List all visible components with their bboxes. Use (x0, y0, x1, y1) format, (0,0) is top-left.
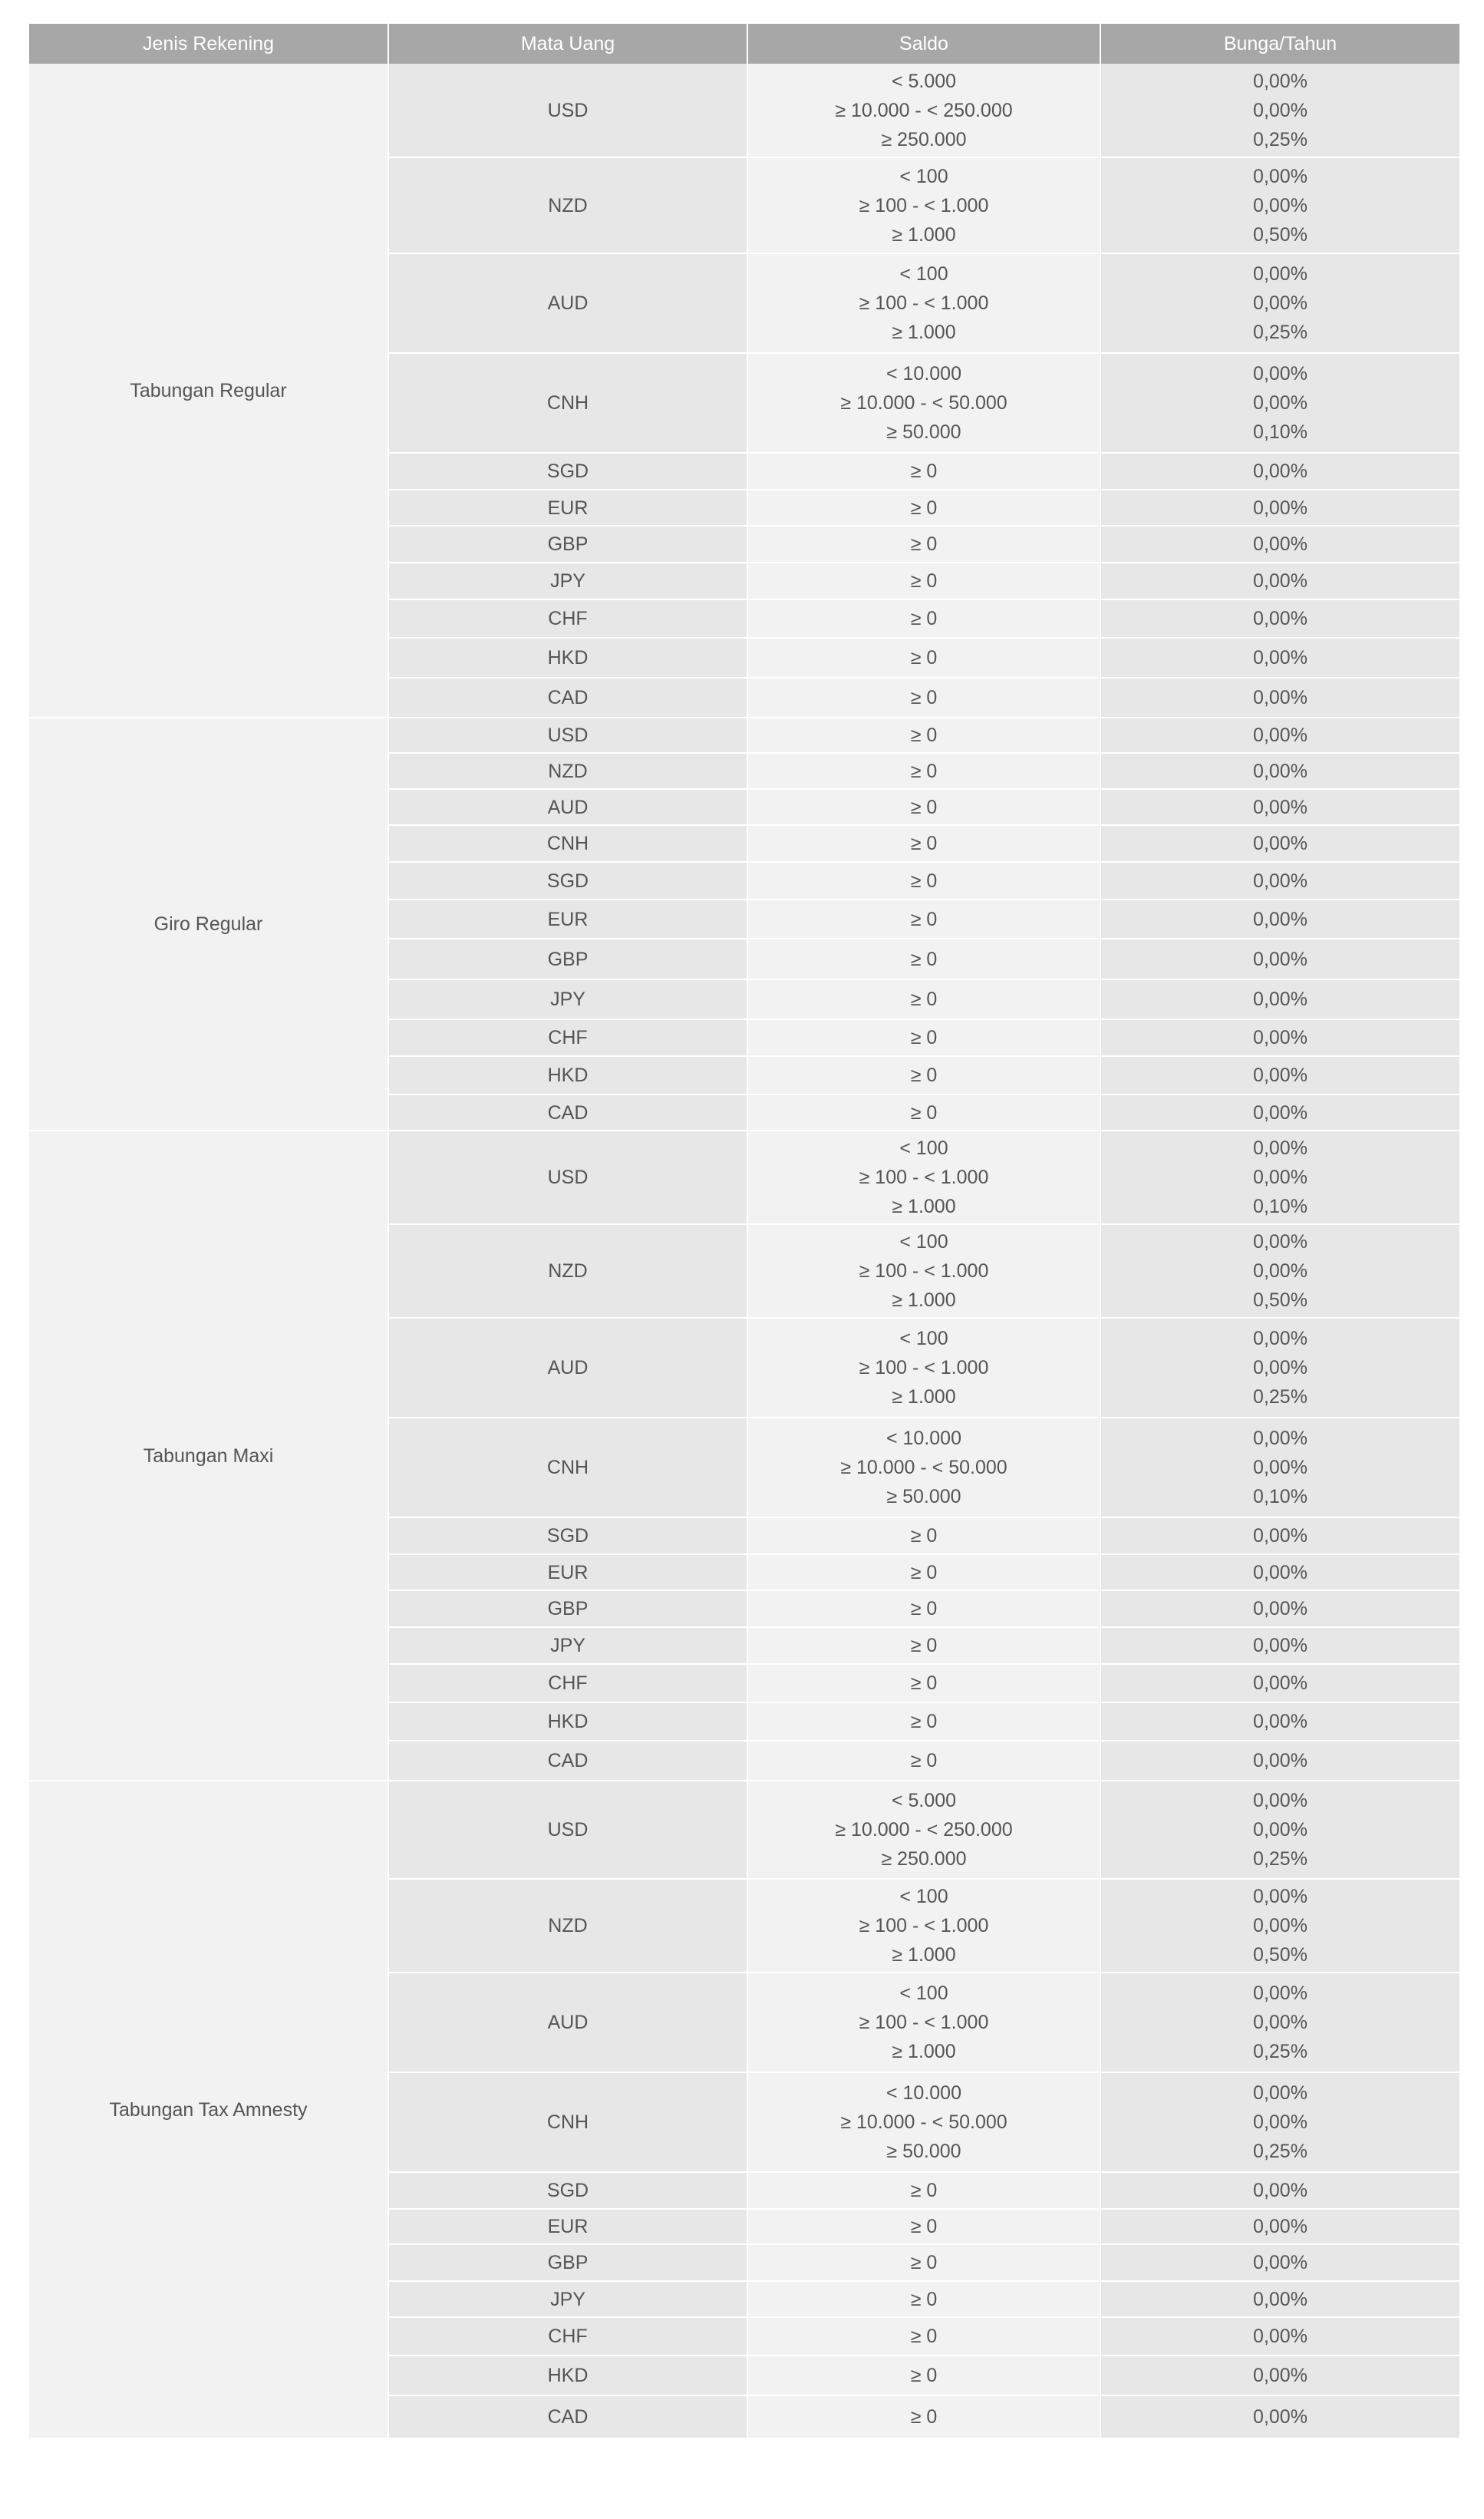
interest-rate-text: 0,25% (1253, 322, 1308, 343)
balance-cell (747, 1131, 1100, 1224)
currency-cell: CAD (388, 1094, 747, 1131)
account-type-cell: Giro Regular (29, 718, 388, 1131)
interest-rate-text: 0,00% (1253, 687, 1308, 708)
balance-cell (747, 253, 1100, 353)
balance-tier-text: ≥ 0 (910, 989, 938, 1010)
table-row (29, 1781, 1459, 1879)
balance-tier-text: ≥ 0 (910, 2406, 938, 2428)
balance-tier-text: ≥ 10.000 - < 50.000 (840, 392, 1007, 414)
balance-tier-text: ≥ 0 (910, 647, 938, 669)
currency-cell: GBP (388, 939, 747, 979)
interest-rate-cell (1100, 1224, 1459, 1318)
balance-tier-text: ≥ 0 (910, 1101, 938, 1124)
currency-cell: SGD (388, 453, 747, 490)
balance-tier-text: ≥ 0 (910, 461, 938, 482)
balance-tier-text: ≥ 0 (910, 796, 938, 818)
interest-rate-text: 0,10% (1253, 421, 1308, 443)
currency-cell: GBP (388, 526, 747, 563)
balance-tier-text: < 100 (899, 1886, 948, 1907)
balance-tier-text: ≥ 0 (910, 725, 938, 746)
interest-rate-text: 0,00% (1253, 1428, 1308, 1449)
header-currency: Mata Uang (388, 24, 747, 64)
balance-tier-text: ≥ 1.000 (892, 1196, 956, 1217)
interest-rate-cell (1100, 789, 1459, 825)
balance-tier-text: ≥ 0 (910, 870, 938, 892)
balance-cell (747, 1973, 1100, 2072)
interest-rate-cell (1100, 862, 1459, 900)
balance-tier-text: ≥ 0 (910, 1598, 938, 1619)
currency-cell: CAD (388, 2395, 747, 2438)
currency-cell: CNH (388, 825, 747, 862)
balance-cell (747, 453, 1100, 490)
account-type-cell: Tabungan Regular (29, 64, 388, 718)
interest-rate-text: 0,00% (1253, 870, 1308, 892)
interest-rate-cell (1100, 1554, 1459, 1590)
balance-tier-text: ≥ 0 (910, 497, 938, 519)
balance-tier-text: ≥ 1.000 (892, 1289, 956, 1311)
interest-rate-cell (1100, 753, 1459, 789)
interest-rate-cell (1100, 900, 1459, 939)
interest-rate-cell (1100, 718, 1459, 753)
currency-cell: JPY (388, 1627, 747, 1664)
currency-cell: JPY (388, 563, 747, 599)
interest-rate-cell (1100, 2244, 1459, 2281)
currency-cell: USD (388, 64, 747, 157)
balance-tier-text: ≥ 0 (910, 2252, 938, 2273)
currency-cell: HKD (388, 1702, 747, 1741)
interest-rate-cell (1100, 490, 1459, 526)
balance-tier-text: ≥ 0 (910, 1525, 938, 1547)
interest-rate-text: 0,00% (1253, 725, 1308, 746)
balance-tier-text: < 10.000 (885, 2082, 961, 2104)
balance-cell (747, 862, 1100, 900)
interest-rate-text: 0,00% (1253, 194, 1308, 216)
balance-tier-text: ≥ 0 (910, 2216, 938, 2237)
interest-rate-text: 0,00% (1253, 570, 1308, 592)
balance-tier-text: ≥ 0 (910, 608, 938, 629)
balance-tier-text: ≥ 100 - < 1.000 (859, 1915, 989, 1936)
interest-rate-cell (1100, 1590, 1459, 1627)
interest-rate-cell (1100, 1094, 1459, 1131)
interest-rate-text: 0,00% (1253, 1598, 1308, 1619)
balance-tier-text: < 100 (899, 1328, 948, 1349)
balance-tier-text: ≥ 0 (910, 687, 938, 708)
balance-cell (747, 1627, 1100, 1664)
table-header (29, 24, 1459, 64)
interest-rate-text: 0,00% (1253, 608, 1308, 629)
balance-cell (747, 2395, 1100, 2438)
balance-cell (747, 753, 1100, 789)
interest-rate-cell (1100, 638, 1459, 678)
table-row (29, 1131, 1459, 1224)
interest-rate-text: 0,00% (1253, 2012, 1308, 2033)
interest-rate-cell (1100, 1056, 1459, 1094)
interest-rate-text: 0,00% (1253, 1635, 1308, 1656)
balance-cell (747, 1094, 1100, 1131)
balance-cell (747, 64, 1100, 157)
interest-rate-cell (1100, 2395, 1459, 2438)
account-type-cell: Tabungan Maxi (29, 1131, 388, 1781)
account-type-cell: Tabungan Tax Amnesty (29, 1781, 388, 2438)
currency-cell: AUD (388, 1318, 747, 1418)
interest-rate-text: 0,00% (1253, 2180, 1308, 2201)
balance-cell (747, 1056, 1100, 1094)
currency-cell: CAD (388, 1741, 747, 1781)
balance-tier-text: ≥ 0 (910, 2180, 938, 2201)
balance-tier-text: ≥ 0 (910, 1750, 938, 1771)
balance-tier-text: ≥ 0 (910, 533, 938, 555)
interest-rate-text: 0,00% (1253, 1137, 1308, 1159)
table-row (29, 718, 1459, 753)
interest-rate-text: 0,00% (1253, 1561, 1308, 1583)
interest-rate-text: 0,10% (1253, 1486, 1308, 1507)
interest-rate-text: 0,00% (1253, 99, 1308, 121)
balance-tier-text: < 5.000 (891, 70, 957, 92)
balance-tier-text: ≥ 0 (910, 2365, 938, 2386)
balance-cell (747, 979, 1100, 1019)
balance-cell (747, 2356, 1100, 2395)
balance-tier-text: ≥ 0 (910, 1672, 938, 1694)
balance-tier-text: ≥ 0 (910, 760, 938, 782)
balance-tier-text: ≥ 100 - < 1.000 (859, 1167, 989, 1188)
balance-tier-text: < 100 (899, 1137, 948, 1159)
balance-tier-text: < 100 (899, 1983, 948, 2004)
interest-rate-cell (1100, 979, 1459, 1019)
interest-rate-cell (1100, 1318, 1459, 1418)
balance-cell (747, 678, 1100, 718)
currency-cell: CNH (388, 1418, 747, 1517)
balance-tier-text: ≥ 0 (910, 948, 938, 970)
interest-rate-cell (1100, 1781, 1459, 1879)
balance-tier-text: ≥ 1.000 (892, 1944, 956, 1966)
currency-cell: EUR (388, 490, 747, 526)
balance-tier-text: ≥ 0 (910, 908, 938, 930)
interest-rate-text: 0,00% (1253, 263, 1308, 285)
balance-cell (747, 900, 1100, 939)
interest-rate-cell (1100, 2209, 1459, 2244)
balance-tier-text: < 10.000 (885, 1428, 961, 1449)
interest-rate-cell (1100, 1517, 1459, 1554)
interest-rate-table (29, 24, 1459, 2439)
interest-rate-text: 0,00% (1253, 1711, 1308, 1732)
interest-rate-cell (1100, 563, 1459, 599)
currency-cell: NZD (388, 753, 747, 789)
balance-cell (747, 2172, 1100, 2209)
balance-tier-text: ≥ 10.000 - < 250.000 (835, 1819, 1013, 1841)
interest-rate-text: 0,50% (1253, 1944, 1308, 1966)
currency-cell: NZD (388, 1879, 747, 1973)
balance-cell (747, 718, 1100, 753)
balance-tier-text: < 100 (899, 165, 948, 187)
currency-cell: HKD (388, 2356, 747, 2395)
interest-rate-cell (1100, 1702, 1459, 1741)
balance-cell (747, 2209, 1100, 2244)
balance-cell (747, 1019, 1100, 1056)
currency-cell: NZD (388, 1224, 747, 1318)
interest-rate-cell (1100, 526, 1459, 563)
currency-cell: USD (388, 1781, 747, 1879)
interest-rate-cell (1100, 2281, 1459, 2317)
interest-rate-text: 0,00% (1253, 1983, 1308, 2004)
interest-rate-text: 0,00% (1253, 1167, 1308, 1188)
interest-rate-cell (1100, 1019, 1459, 1056)
balance-tier-text: ≥ 100 - < 1.000 (859, 2012, 989, 2033)
table-body (29, 64, 1459, 2438)
interest-rate-cell (1100, 2317, 1459, 2356)
currency-cell: SGD (388, 862, 747, 900)
balance-tier-text: ≥ 50.000 (886, 1486, 961, 1507)
balance-tier-text: ≥ 1.000 (892, 322, 956, 343)
interest-rate-text: 0,00% (1253, 2216, 1308, 2237)
balance-cell (747, 2072, 1100, 2172)
balance-tier-text: ≥ 250.000 (881, 1848, 967, 1870)
balance-cell (747, 157, 1100, 253)
interest-rate-text: 0,00% (1253, 1790, 1308, 1811)
balance-tier-text: ≥ 0 (910, 2288, 938, 2310)
balance-tier-text: ≥ 10.000 - < 250.000 (835, 99, 1013, 121)
balance-cell (747, 939, 1100, 979)
interest-rate-text: 0,00% (1253, 1027, 1308, 1048)
interest-rate-text: 0,00% (1253, 392, 1308, 414)
balance-tier-text: ≥ 0 (910, 1561, 938, 1583)
interest-rate-cell (1100, 2072, 1459, 2172)
currency-cell: USD (388, 718, 747, 753)
interest-rate-cell (1100, 2172, 1459, 2209)
table-row (29, 64, 1459, 157)
interest-rate-text: 0,00% (1253, 1065, 1308, 1086)
interest-rate-text: 0,00% (1253, 165, 1308, 187)
balance-tier-text: ≥ 50.000 (886, 2141, 961, 2162)
interest-rate-cell (1100, 599, 1459, 638)
interest-rate-text: 0,00% (1253, 796, 1308, 818)
interest-rate-text: 0,00% (1253, 1672, 1308, 1694)
interest-rate-text: 0,00% (1253, 363, 1308, 385)
balance-cell (747, 1318, 1100, 1418)
header-row (29, 24, 1459, 64)
header-balance: Saldo (747, 24, 1100, 64)
balance-tier-text: ≥ 50.000 (886, 421, 961, 443)
currency-cell: AUD (388, 789, 747, 825)
currency-cell: AUD (388, 253, 747, 353)
balance-cell (747, 2317, 1100, 2356)
balance-cell (747, 1702, 1100, 1741)
balance-cell (747, 563, 1100, 599)
currency-cell: HKD (388, 638, 747, 678)
interest-rate-text: 0,00% (1253, 1819, 1308, 1841)
interest-rate-cell (1100, 353, 1459, 453)
interest-rate-cell (1100, 64, 1459, 157)
interest-rate-text: 0,00% (1253, 2406, 1308, 2428)
balance-cell (747, 1781, 1100, 1879)
currency-cell: CNH (388, 2072, 747, 2172)
interest-rate-text: 0,00% (1253, 2288, 1308, 2310)
interest-rate-text: 0,25% (1253, 1848, 1308, 1870)
balance-tier-text: ≥ 10.000 - < 50.000 (840, 2111, 1007, 2133)
interest-rate-text: 0,00% (1253, 497, 1308, 519)
balance-tier-text: < 100 (899, 263, 948, 285)
balance-tier-text: ≥ 0 (910, 570, 938, 592)
balance-cell (747, 1554, 1100, 1590)
currency-cell: AUD (388, 1973, 747, 2072)
balance-tier-text: ≥ 0 (910, 1027, 938, 1048)
interest-rate-text: 0,00% (1253, 1525, 1308, 1547)
balance-cell (747, 599, 1100, 638)
interest-rate-text: 0,00% (1253, 1328, 1308, 1349)
interest-rate-cell (1100, 453, 1459, 490)
interest-rate-cell (1100, 1741, 1459, 1781)
balance-cell (747, 2281, 1100, 2317)
header-account-type: Jenis Rekening (29, 24, 388, 64)
interest-rate-text: 0,00% (1253, 2326, 1308, 2347)
currency-cell: GBP (388, 2244, 747, 2281)
currency-cell: SGD (388, 2172, 747, 2209)
interest-rate-cell (1100, 1879, 1459, 1973)
balance-cell (747, 526, 1100, 563)
interest-rate-cell (1100, 1973, 1459, 2072)
interest-rate-cell (1100, 2356, 1459, 2395)
balance-cell (747, 1590, 1100, 1627)
interest-rate-text: 0,00% (1253, 1457, 1308, 1478)
balance-tier-text: ≥ 250.000 (881, 128, 967, 150)
balance-cell (747, 1664, 1100, 1702)
currency-cell: CHF (388, 1664, 747, 1702)
interest-rate-text: 0,00% (1253, 2365, 1308, 2386)
balance-tier-text: ≥ 1.000 (892, 2041, 956, 2062)
currency-cell: CHF (388, 599, 747, 638)
interest-rate-text: 0,00% (1253, 908, 1308, 930)
interest-rate-text: 0,00% (1253, 70, 1308, 92)
currency-cell: CHF (388, 2317, 747, 2356)
balance-cell (747, 2244, 1100, 2281)
interest-rate-cell (1100, 1627, 1459, 1664)
interest-rate-text: 0,00% (1253, 2252, 1308, 2273)
interest-rate-text: 0,25% (1253, 2041, 1308, 2062)
interest-rate-cell (1100, 825, 1459, 862)
balance-cell (747, 638, 1100, 678)
balance-tier-text: ≥ 1.000 (892, 1386, 956, 1408)
interest-rate-text: 0,00% (1253, 533, 1308, 555)
currency-cell: CHF (388, 1019, 747, 1056)
balance-cell (747, 490, 1100, 526)
interest-rate-cell (1100, 253, 1459, 353)
interest-rate-text: 0,00% (1253, 461, 1308, 482)
balance-cell (747, 789, 1100, 825)
interest-rate-text: 0,00% (1253, 1101, 1308, 1124)
balance-cell (747, 1224, 1100, 1318)
balance-tier-text: ≥ 100 - < 1.000 (859, 194, 989, 216)
interest-rate-cell (1100, 157, 1459, 253)
interest-rate-cell (1100, 1418, 1459, 1517)
interest-rate-text: 0,50% (1253, 223, 1308, 246)
currency-cell: NZD (388, 157, 747, 253)
interest-rate-text: 0,00% (1253, 948, 1308, 970)
currency-cell: USD (388, 1131, 747, 1224)
interest-rate-text: 0,00% (1253, 833, 1308, 854)
interest-rate-text: 0,00% (1253, 1750, 1308, 1771)
currency-cell: CNH (388, 353, 747, 453)
balance-tier-text: < 5.000 (891, 1790, 957, 1811)
balance-tier-text: ≥ 100 - < 1.000 (859, 292, 989, 314)
interest-rate-text: 0,00% (1253, 1260, 1308, 1282)
balance-tier-text: ≥ 0 (910, 1711, 938, 1732)
balance-cell (747, 1418, 1100, 1517)
currency-cell: HKD (388, 1056, 747, 1094)
balance-tier-text: < 10.000 (885, 363, 961, 385)
interest-rate-text: 0,00% (1253, 2111, 1308, 2133)
currency-cell: EUR (388, 2209, 747, 2244)
currency-cell: SGD (388, 1517, 747, 1554)
balance-tier-text: ≥ 100 - < 1.000 (859, 1260, 989, 1282)
balance-cell (747, 353, 1100, 453)
currency-cell: JPY (388, 2281, 747, 2317)
interest-rate-text: 0,00% (1253, 760, 1308, 782)
currency-cell: JPY (388, 979, 747, 1019)
interest-rate-text: 0,25% (1253, 1386, 1308, 1408)
balance-tier-text: ≥ 100 - < 1.000 (859, 1357, 989, 1378)
interest-rate-text: 0,00% (1253, 1357, 1308, 1378)
interest-rate-text: 0,25% (1253, 2141, 1308, 2162)
balance-cell (747, 825, 1100, 862)
interest-rate-text: 0,00% (1253, 292, 1308, 314)
header-interest-rate: Bunga/Tahun (1100, 24, 1459, 64)
interest-rate-text: 0,10% (1253, 1196, 1308, 1217)
balance-cell (747, 1741, 1100, 1781)
interest-rate-text: 0,25% (1253, 128, 1308, 150)
interest-rate-text: 0,00% (1253, 1231, 1308, 1253)
interest-rate-text: 0,50% (1253, 1289, 1308, 1311)
interest-rate-cell (1100, 678, 1459, 718)
balance-tier-text: ≥ 1.000 (892, 223, 956, 246)
currency-cell: EUR (388, 1554, 747, 1590)
balance-tier-text: ≥ 0 (910, 833, 938, 854)
currency-cell: EUR (388, 900, 747, 939)
interest-rate-cell (1100, 939, 1459, 979)
balance-tier-text: ≥ 0 (910, 1635, 938, 1656)
currency-cell: CAD (388, 678, 747, 718)
interest-rate-text: 0,00% (1253, 2082, 1308, 2104)
interest-rate-cell (1100, 1664, 1459, 1702)
balance-tier-text: ≥ 10.000 - < 50.000 (840, 1457, 1007, 1478)
balance-tier-text: ≥ 0 (910, 1065, 938, 1086)
balance-tier-text: ≥ 0 (910, 2326, 938, 2347)
currency-cell: GBP (388, 1590, 747, 1627)
balance-cell (747, 1879, 1100, 1973)
interest-rate-text: 0,00% (1253, 647, 1308, 669)
interest-rate-text: 0,00% (1253, 1915, 1308, 1936)
balance-tier-text: < 100 (899, 1231, 948, 1253)
balance-cell (747, 1517, 1100, 1554)
interest-rate-text: 0,00% (1253, 1886, 1308, 1907)
interest-rate-text: 0,00% (1253, 989, 1308, 1010)
interest-rate-cell (1100, 1131, 1459, 1224)
